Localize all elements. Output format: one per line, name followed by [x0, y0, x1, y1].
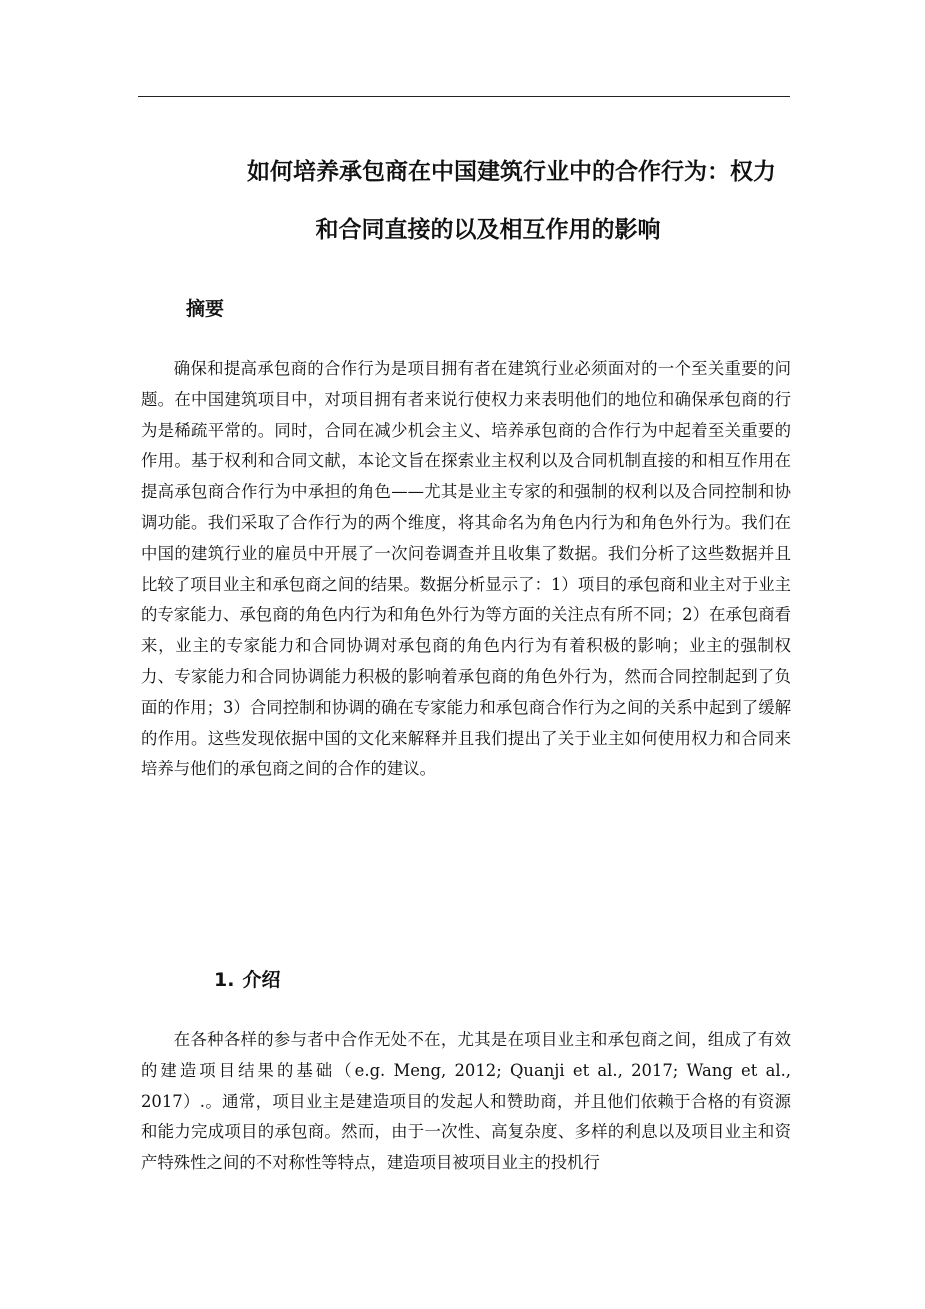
section-number: 1. — [214, 969, 235, 991]
introduction-paragraph: 在各种各样的参与者中合作无处不在，尤其是在项目业主和承包商之间，组成了有效的建造项目结果的基础（e.g. Meng, 2012; Quanji et al., 2017; Wang et al., 2017）.。通常，项目业主是建造项目的发起人和赞助商，并且他们依赖于合格的有资源和能力完成项目的承包商。然而，由于一次性、高复杂度、多样的利息以及项目业主和资产特殊性之间的不对称性等特点，建造项目被项目业主的投机行 — [141, 1030, 791, 1173]
abstract-paragraph: 确保和提高承包商的合作行为是项目拥有者在建筑行业必须面对的一个至关重要的问题。在中国建筑项目中，对项目拥有者来说行使权力来表明他们的地位和确保承包商的行为是稀疏平常的。同时，合同在减少机会主义、培养承包商的合作行为中起着至关重要的作用。基于权利和合同文献，本论文旨在探索业主权利以及合同机制直接的和相互作用在提高承包商合作行为中承担的角色——尤其是业主专家的和强制的权利以及合同控制和协调功能。我们采取了合作行为的两个维度，将其命名为角色内行为和角色外行为。我们在中国的建筑行业的雇员中开展了一次问卷调查并且收集了数据。我们分析了这些数据并且比较了项目业主和承包商之间的结果。数据分析显示了：1）项目的承包商和业主对于业主的专家能力、承包商的角色内行为和角色外行为等方面的关注点有所不同；2）在承包商看来，业主的专家能力和合同协调对承包商的角色内行为有着积极的影响；业主的强制权力、专家能力和合同协调能力积极的影响着承包商的角色外行为，然而合同控制起到了负面的作用；3）合同控制和协调的确在专家能力和承包商合作行为之间的关系中起到了缓解的作用。这些发现依据中国的文化来解释并且我们提出了关于业主如何使用权力和合同来培养与他们的承包商之间的合作的建议。 — [141, 359, 791, 779]
header-rule — [138, 96, 790, 97]
title-line-2: 和合同直接的以及相互作用的影响 — [315, 217, 661, 243]
abstract-heading: 摘要 — [186, 298, 225, 320]
introduction-heading — [214, 965, 280, 992]
section-title: 介绍 — [242, 969, 281, 991]
title-line-1: 如何培养承包商在中国建筑行业中的合作行为：权力 — [247, 159, 776, 185]
